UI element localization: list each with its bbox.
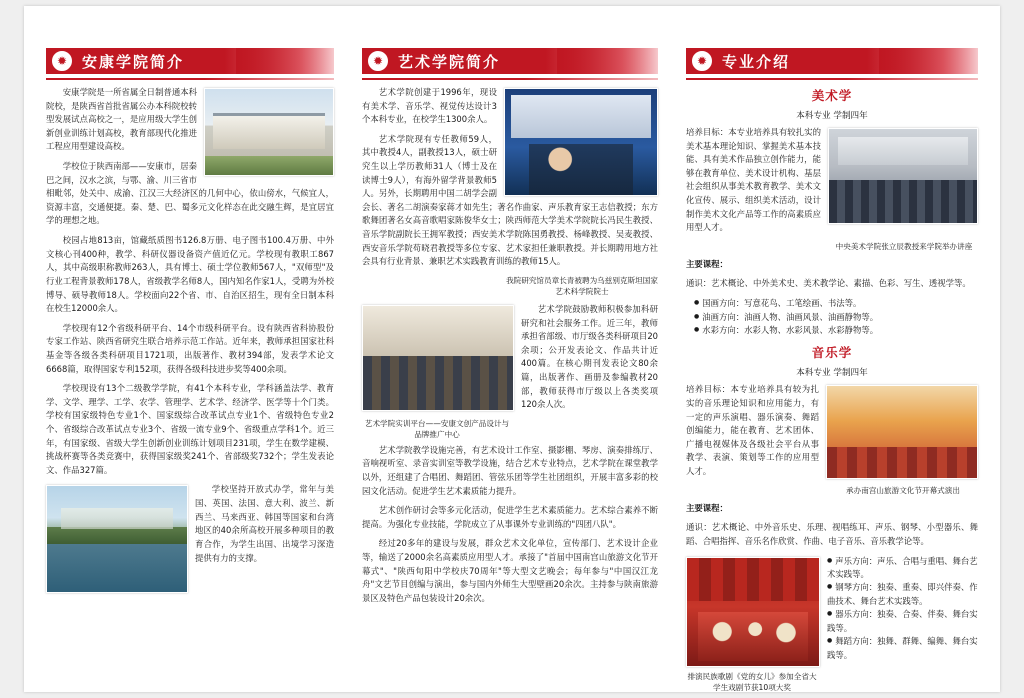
list-item: ● 声乐方向：声乐、合唱与重唱、舞台艺术实践等。 (694, 555, 978, 582)
major-heading-music: 音乐学 (811, 345, 853, 361)
stage-performance-photo (686, 557, 820, 667)
paragraph: 艺术学院教学设施完善，有艺术设计工作室、摄影棚、琴房、演奏排练厅、音响视听室、录音实训室等教学设施，结合艺术专业特点，艺术学院在课堂教学以外，还组建了合唱团、舞蹈团、管弦乐团等学生社团组织，开展丰富多彩的校园文化活动。促进学生艺术素质能力提升。 (362, 444, 658, 496)
fine-art-direction-list (686, 297, 978, 337)
section-title: 安康学院简介 (82, 53, 185, 71)
major-kicker: 本科专业 学制四年 (796, 111, 868, 121)
list-item: ● 水彩方向：水彩人物、水彩风景、水彩静物等。 (694, 324, 978, 337)
paragraph: 培养目标：本专业培养具有较扎实的美术基本理论知识、掌握美术基本技能、具有美术作品独立创作能力，能够在教育单位、美术设计机构、基层社会组织从事美术教育教学、美术文化宣传、展示、组织美术活动，设计制作美术文化产品等工作的高素质应用型人才。 (686, 127, 821, 233)
list-item: ● 钢琴方向：独奏、重奏、即兴伴奏、作曲技术、舞台艺术实践等。 (694, 581, 978, 608)
campus-building-photo (204, 88, 334, 176)
paragraph: 学校位于陕西南部——安康市，居秦巴之间，汉水之滨，与鄂、渝、川三省市相毗邻，处关中、成渝、江汉三大经济区的几何中心，依山傍水，气候宜人，资源丰富，交通便捷。秦、楚、巴、蜀多元文化样态在此交融生辉，是宜居宜学的理想之地。 (46, 161, 334, 226)
section-banner-major (686, 48, 978, 76)
lecture-hall-photo (828, 128, 978, 224)
seal-icon: ✹ (50, 49, 74, 73)
list-item: ● 油画方向：油画人物、油画风景、油画静物等。 (694, 311, 978, 324)
major-kicker: 本科专业 学制四年 (796, 368, 868, 379)
list-item: ● 器乐方向：独奏、合奏、伴奏、舞台实践等。 (694, 608, 978, 635)
paragraph: 学校现有12个省级科研平台、14个市级科研平台。设有陕西省科协股份专家工作站、陕西省研究生联合培养示范工作站。近年来，教师承担国家社科基金等各级各类科研项目1721项，出版著作、教材394部，发表学术论文6668篇，取得国家专利152项，获得各级科技进步奖等400余项。 (46, 322, 334, 374)
photo-caption: 中央美术学院张立辰教授来学院举办讲座 (835, 241, 973, 251)
major-heading-fine-art: 美术学 (811, 88, 853, 103)
photo-caption: 我院研究馆员章长青被聘为乌兹别克斯坦国家艺术科学院院士 (506, 275, 658, 296)
paragraph: 主要课程： (686, 258, 728, 269)
column-art-college-intro (348, 6, 672, 692)
paragraph: 通识：艺术概论、中外音乐史、乐理、视唱练耳、声乐、钢琴、小型器乐、舞蹈、合唱指挥、音乐名作欣赏、作曲、电子音乐、音乐教学论等。 (686, 522, 978, 546)
banner-underline (686, 78, 978, 80)
seal-icon: ✹ (690, 49, 714, 73)
three-column-layout (24, 6, 1000, 692)
paragraph: 安康学院是一所省属全日制普通本科院校，是陕西省首批省属公办本科院校转型发展试点高校之一，是应用级大学生创新创业训练计划高校，教育部现代化推进工程应用型建设高校。 (46, 87, 197, 152)
photo-caption: 承办南宫山旅游文化节开幕式演出 (846, 485, 960, 495)
section-banner-ankang (46, 48, 334, 76)
photo-caption: 排演民族歌剧《党的女儿》参加全省大学生戏剧节获10项大奖 (687, 671, 817, 692)
paragraph: 主要课程： (686, 502, 728, 513)
banner-underline (46, 78, 334, 80)
section-banner-art (362, 48, 658, 76)
art-practice-platform-photo (362, 305, 514, 411)
paragraph: 艺术学院鼓励教师积极参加科研研究和社会服务工作。近三年，教师承担省部级、市厅级各类科研项目20余项；公开发表论文、作品共计近400篇。在核心期刊发表论文80余篇，出版著作、画册及参编教材20部，教师获得市厅级以上各类奖项120余人次。 (521, 303, 658, 410)
paragraph: 艺术创作研讨会等多元化活动，促进学生艺术素质能力。艺术综合素养不断提高。为强化专业技能，学院成立了从事课外专业训练的"四团八队"。 (362, 505, 658, 529)
section-title: 艺术学院简介 (398, 53, 501, 71)
banner-underline (362, 78, 658, 80)
paragraph: 经过20多年的建设与发展，群众艺术文化单位，宣传部门、艺术设计企业等，输送了2000余名高素质应用型人才。承接了"首届中国南宫山旅游文化节开幕式"、"陕西旬阳中学校庆70周年"等大型文艺晚会；每年参与"中国汉江龙舟"文艺节目创编与演出，参与国内外师生大型壁画20余次。主持参与陕南旅游景区及特色产品包装设计20余次。 (362, 538, 658, 603)
list-item: ● 国画方向：写意花鸟、工笔绘画、书法等。 (694, 297, 978, 310)
section-title: 专业介绍 (722, 53, 791, 71)
column-major-intro (672, 6, 1000, 692)
brochure-page (24, 6, 1000, 692)
paragraph: 艺术学院创建于1996年，现设有美术学、音乐学、视觉传达设计3个本科专业，在校学生1300余人。 (362, 87, 497, 125)
paragraph: 校园占地813亩，馆藏纸质图书126.8万册、电子图书100.4万册、中外文核心刊400种，教学、科研仪器设备资产值近亿元。学校现有教职工867人，其中高级职称教师263人，具有博士、硕士学位教师567人，"双师型"及行业工程背景教师178人，省级教学名师8人，国内知名作家1人，受聘为外校博导、硕导教师18人。学校面向22个省、市、自治区招生，现有全日制本科在校生12000余人。 (46, 235, 334, 314)
paragraph: 通识：艺术概论、中外美术史、美术教学论、素描、色彩、写生、透视学等。 (686, 278, 971, 289)
paragraph: 艺术学院现有专任教师59人，其中教授4人，副教授13人，硕士研究生以上学历教师31人（博士及在读博士9人），有海外留学背景教师5人。另外，长期聘用中国二胡学会副会长、著名二胡演奏家蒋才如先生；著名作曲家、声乐教育家王志信教授；东方歌舞团著名女高音歌唱家陈俊华女士；陕西师范大学美术学院院长冯民生教授、音乐学院副院长王拥军教授；西安美术学院陈国勇教授、杨峰教授、吴麦教授、西安音乐学院苟晓君教授等多位专家、艺术家担任兼职教授。并长期聘用地方社会具有行业背景、兼职艺术实践教育训练的教师15人。 (362, 133, 658, 267)
column-ankang-intro (24, 6, 348, 692)
lecture-speaker-photo (504, 88, 658, 196)
campus-lake-photo (46, 485, 188, 593)
festival-opening-photo (826, 385, 978, 479)
paragraph: 学校坚持开放式办学，常年与美国、英国、法国、意大利、波兰、新西兰、马来西亚、韩国等国家和台湾地区的40余所高校开展多种项目的教育合作，为学生出国、出境学习深造提供有力的支撑。 (195, 484, 334, 563)
paragraph: 培养目标：本专业培养具有较为扎实的音乐理论知识和应用能力，有一定的声乐演唱、器乐演奏、舞蹈创编能力，能在教育、艺术团体、广播电视媒体及各级社会平台从事教学、表演、策划等工作的应用型人才。 (686, 384, 819, 477)
paragraph: 学校现设有13个二级教学学院，有41个本科专业，学科涵盖法学、教育学、文学、理学、工学、农学、管理学、艺术学、经济学、医学等十个门类。学校有国家级特色专业1个、国家级综合改革试点专业1个、省级特色专业2个、省级综合改革试点专业3个、省级一流专业9个、省级重点学科1个。近三年，有国家级、省级大学生创新创业训练计划项目231项，学生在数学建模、挑战杯赛等各类竞赛中，获得国家级奖241个、省部级奖732个；学生发表论文、作品327篇。 (46, 383, 334, 475)
list-item: ● 舞蹈方向：独舞、群舞、编舞、舞台实践等。 (694, 635, 978, 662)
seal-icon: ✹ (366, 49, 390, 73)
photo-caption: 艺术学院实训平台——安康文创产品设计与品牌推广中心 (364, 418, 510, 439)
